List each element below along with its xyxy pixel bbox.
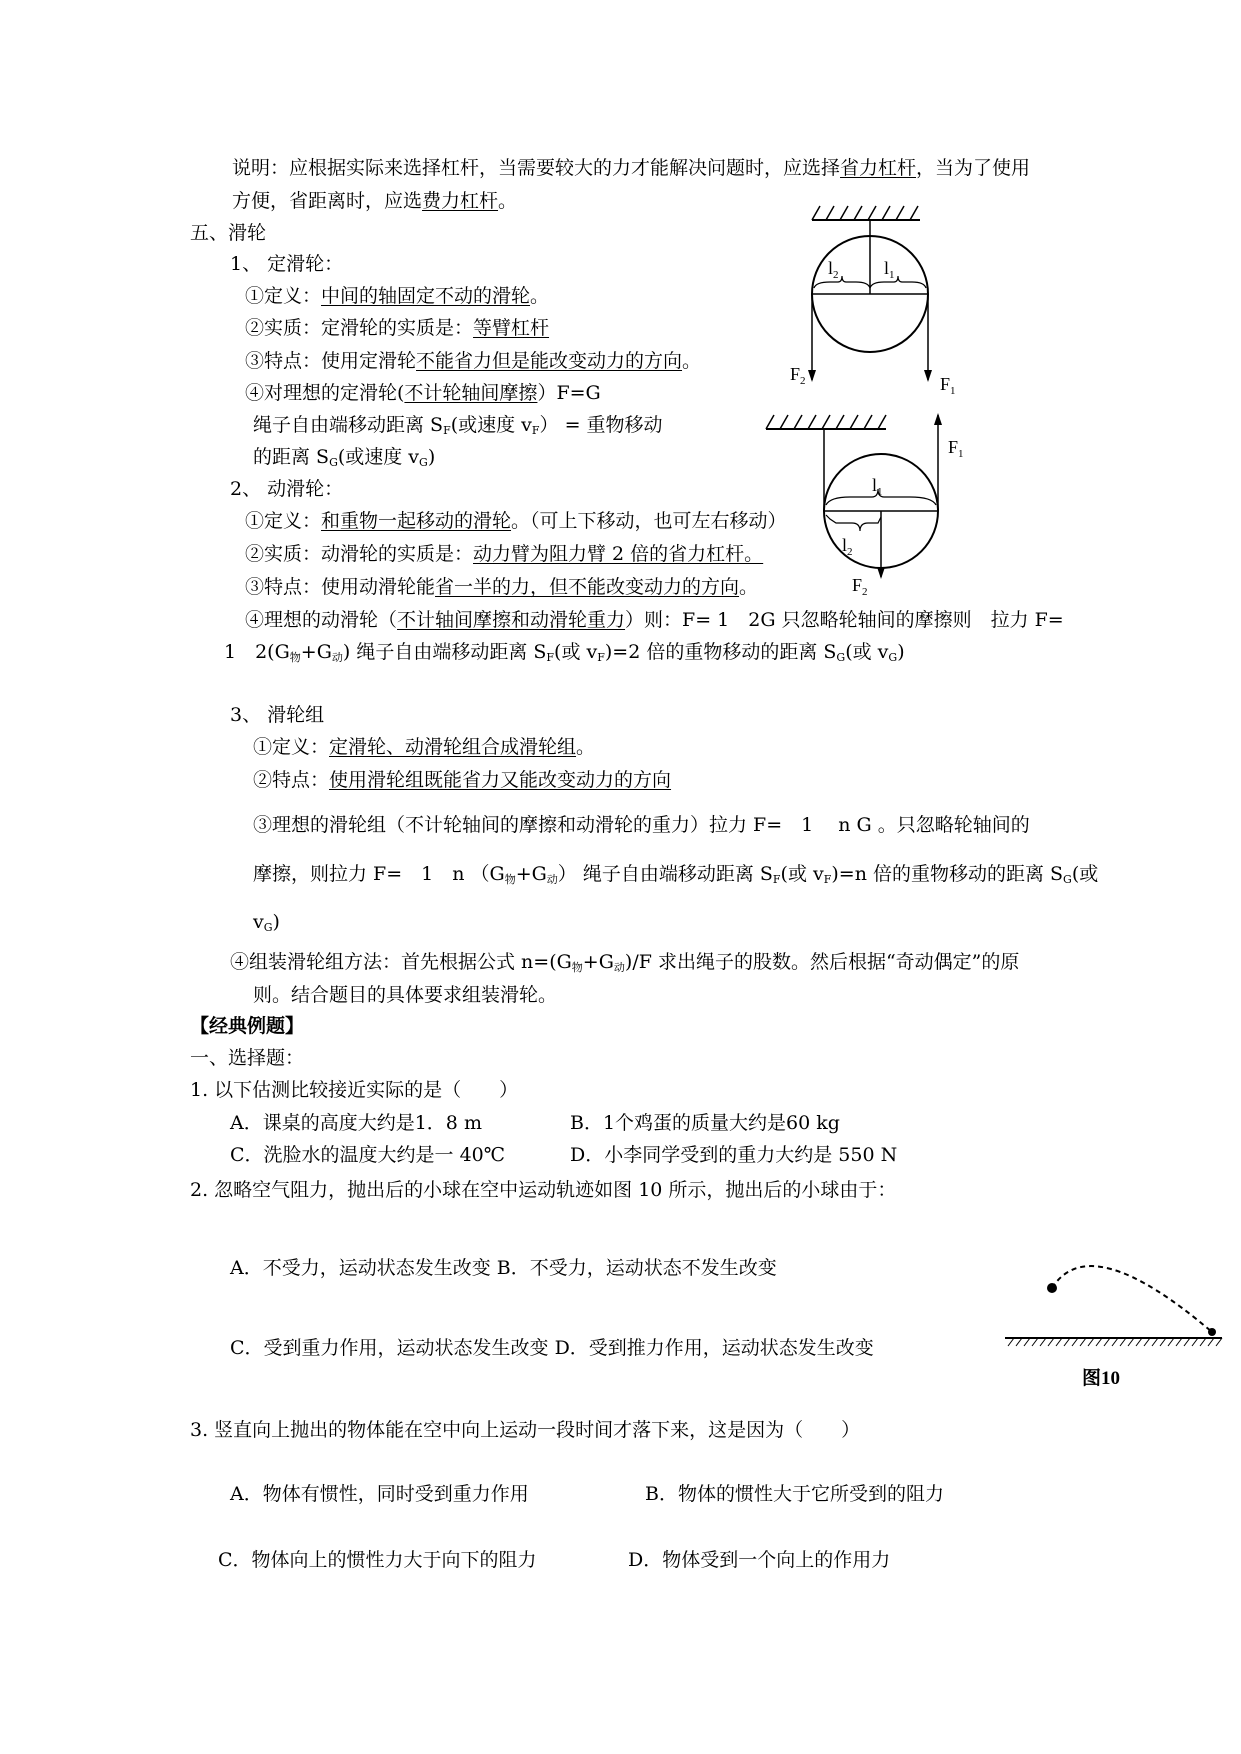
movable-pulley-heading: 2、 动滑轮： [230,478,344,500]
block-ideal-3: $v_G$) [253,911,280,934]
section-title-pulley: 五、滑轮 [190,222,267,244]
q1-option-b: B．1个鸡蛋的质量大约是60 kg [570,1112,840,1134]
q1-option-c: C．洗脸水的温度大约是一 40℃ [230,1144,506,1166]
fixed-rope-2: 的距离 $S_G$(或速度 $v_G$) [253,446,436,469]
q3-option-a: A．物体有惯性，同时受到重力作用 [230,1483,529,1505]
movable-def: ①定义：和重物一起移动的滑轮。（可上下移动，也可左右移动） [245,510,787,532]
movable-essence: ②实质：动滑轮的实质是：动力臂为阻力臂 2 倍的省力杠杆。 [245,543,764,565]
block-feature: ②特点：使用滑轮组既能省力又能改变动力的方向 [253,769,672,791]
block-def: ①定义：定滑轮、动滑轮组合成滑轮组。 [253,736,596,758]
q2-options-ab: A．不受力，运动状态发生改变 B．不受力，运动状态不发生改变 [230,1257,777,1279]
movable-feature: ③特点：使用动滑轮能省一半的力，但不能改变动力的方向。 [245,576,759,598]
movable-ideal: ④理想的动滑轮（不计轴间摩擦和动滑轮重力）则：F= 1 2G 只忽略轮轴间的摩擦则 拉力 F= [245,609,1064,631]
q3-stem: 3. 竖直向上抛出的物体能在空中向上运动一段时间才落下来，这是因为（ ） [190,1419,861,1441]
fixed-ideal: ④对理想的定滑轮(不计轮轴间摩擦）F=G [245,382,601,404]
q3-option-c: C．物体向上的惯性力大于向下的阻力 [218,1549,537,1571]
q3-option-b: B．物体的惯性大于它所受到的阻力 [645,1483,944,1505]
intro-line-1: 说明：应根据实际来选择杠杆，当需要较大的力才能解决问题时，应选择省力杠杆，当为了使用 [232,157,1031,179]
svg-text:F2: $F_2$ [790,364,806,387]
q1-option-d: D．小李同学受到的重力大约是 550 N [570,1144,898,1166]
svg-text:l2: $l_2$ [842,535,853,558]
q3-option-d: D．物体受到一个向上的作用力 [628,1549,891,1571]
fixed-def: ①定义：中间的轴固定不动的滑轮。 [245,285,550,307]
q1-stem: 1. 以下估测比较接近实际的是（ ） [190,1079,519,1101]
svg-text:l1: $l_1$ [884,258,895,281]
svg-text:F1: $F_1$ [940,374,956,397]
block-ideal-2: 摩擦，则拉力 F= 1 n $(G_物+G_动)$ 绳子自由端移动距离 $S_F$(或 $v_F)=n$ 倍的重物移动的距离 $S_G$(或 [253,863,1099,886]
block-ideal-1: ③理想的滑轮组（不计轮轴间的摩擦和动滑轮的重力）拉力 F= 1 n G 。只忽略轮轴间的 [253,814,1030,836]
movable-ideal-2: 1 $2(G_物+G_动)$ 绳子自由端移动距离 $S_F$(或 $v_F)=2$ 倍的重物移动的距离 $S_G$(或 $v_G$) [224,641,905,664]
figure-10-label: 图10 [1082,1368,1121,1389]
fixed-rope-1: 绳子自由端移动距离 $S_F$(或速度 $v_F$） = 重物移动 [253,414,663,437]
svg-text:F1: $F_1$ [948,437,964,460]
examples-title: 【经典例题】 [190,1015,305,1037]
choice-title: 一、选择题： [190,1047,305,1069]
trajectory-figure [1000,1250,1225,1400]
block-assemble-2: 则。结合题目的具体要求组装滑轮。 [253,984,558,1006]
fixed-pulley-figure [790,198,990,398]
q1-option-a: A．课桌的高度大约是1．8 m [230,1112,482,1134]
fixed-essence: ②实质：定滑轮的实质是：等臂杠杆 [245,317,550,339]
svg-text:l1: $l_1$ [872,475,883,498]
block-assemble-1: ④组装滑轮组方法：首先根据公式 $n=(G_物+G_动)/F$ 求出绳子的股数。然后根据“奇动偶定”的原 [230,951,1020,974]
intro-line-2: 方便，省距离时，应选费力杠杆。 [232,190,518,212]
svg-text:l2: $l_2$ [828,258,839,281]
fixed-feature: ③特点：使用定滑轮不能省力但是能改变动力的方向。 [245,350,702,372]
movable-pulley-figure [760,405,980,605]
pulley-block-heading: 3、 滑轮组 [230,704,325,726]
svg-text:F2: $F_2$ [852,575,868,598]
fixed-pulley-heading: 1、 定滑轮： [230,253,344,275]
q2-options-cd: C．受到重力作用，运动状态发生改变 D．受到推力作用，运动状态发生改变 [230,1337,874,1359]
q2-stem: 2. 忽略空气阻力，抛出后的小球在空中运动轨迹如图 10 所示，抛出后的小球由于： [190,1179,897,1201]
